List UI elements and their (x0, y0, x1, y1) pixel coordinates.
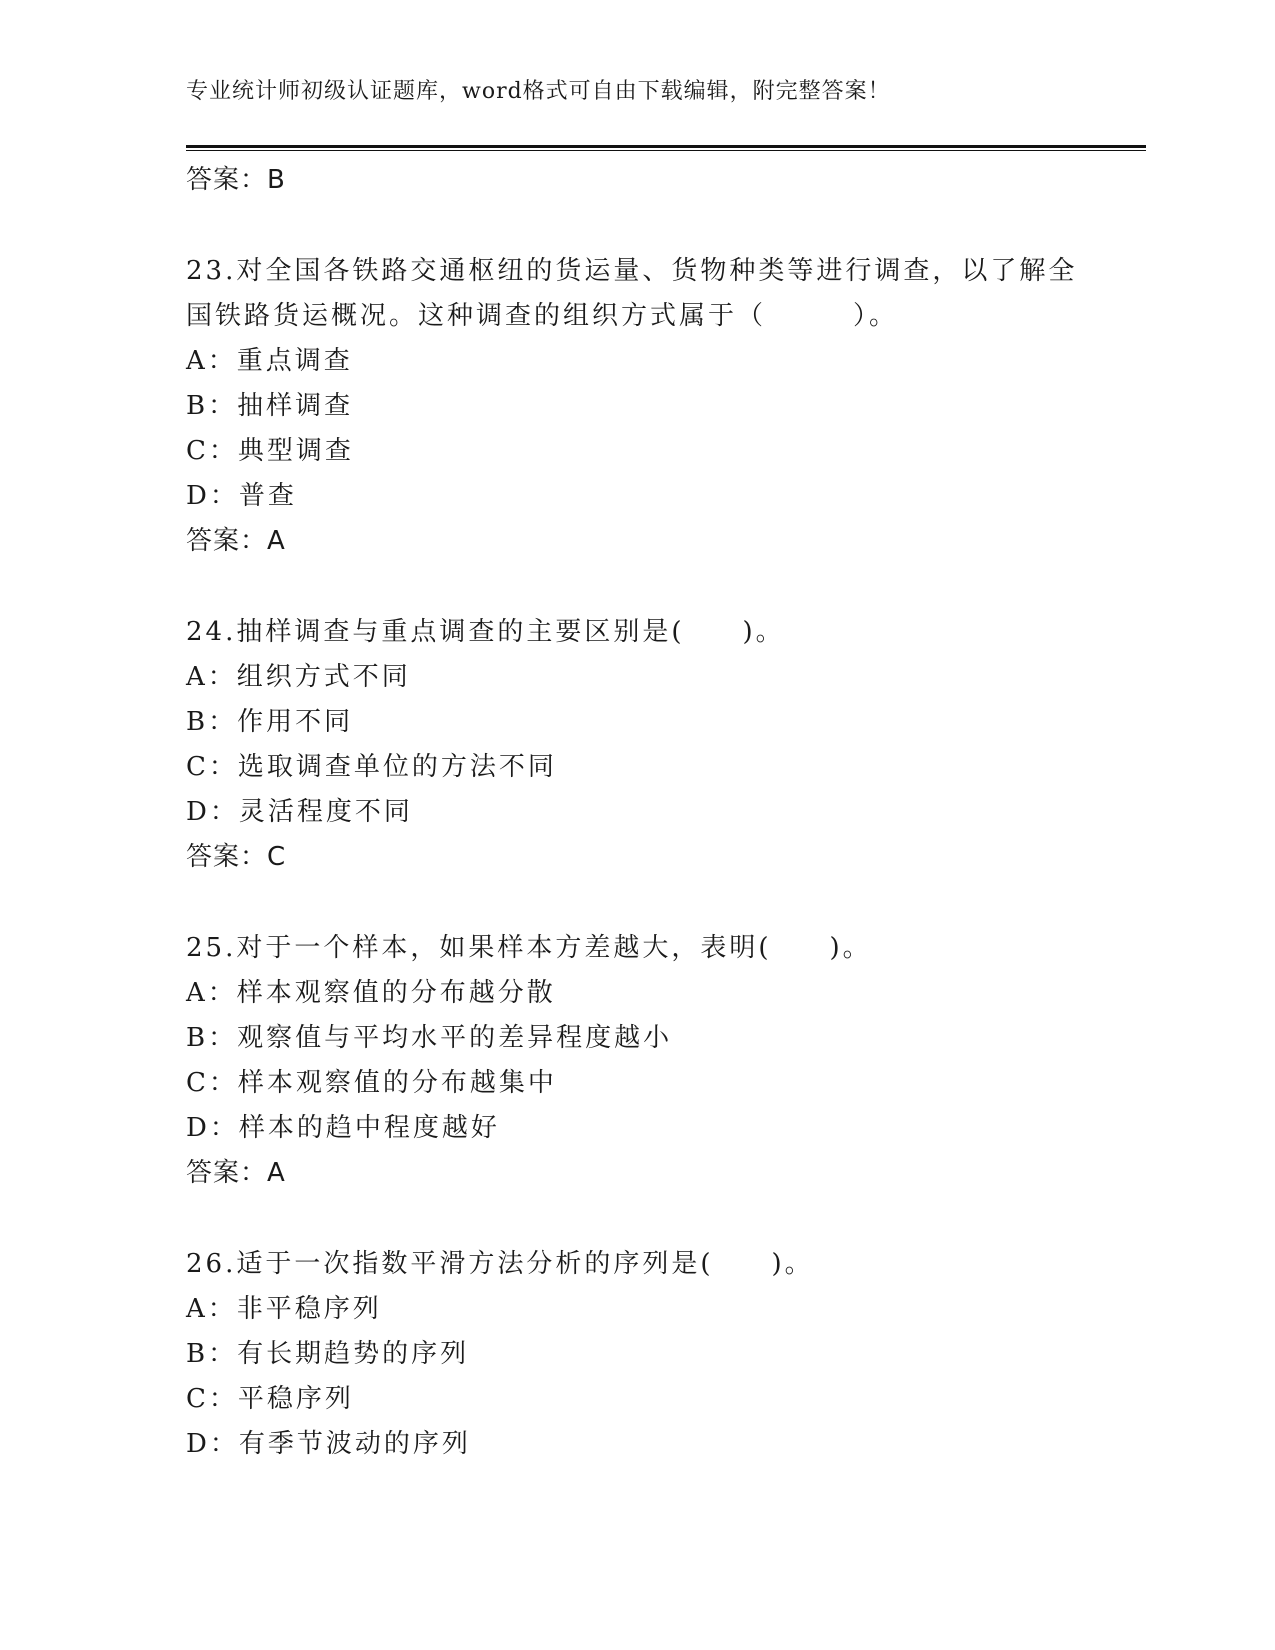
question-stem: 25.对于一个样本，如果样本方差越大，表明( )。 (186, 933, 872, 963)
option-d: D：样本的趋中程度越好 (186, 1113, 500, 1143)
answer-line: 答案：A (186, 526, 286, 556)
question-25 (186, 926, 1086, 1196)
header-divider (186, 145, 1146, 151)
option-b: B：作用不同 (186, 707, 354, 737)
page-header: 专业统计师初级认证题库，word格式可自由下载编辑，附完整答案！ (186, 79, 891, 104)
option-a: A：组织方式不同 (186, 662, 411, 692)
spacer (186, 880, 1086, 926)
question-list (186, 158, 1086, 1467)
question-stem: 24.抽样调查与重点调查的主要区别是( )。 (186, 617, 785, 647)
option-b: B：抽样调查 (186, 391, 354, 421)
question-stem-continued: 国铁路货运概况。这种调查的组织方式属于（ ）。 (186, 301, 899, 331)
question-26 (186, 1242, 1086, 1467)
option-c: C：选取调查单位的方法不同 (186, 752, 557, 782)
option-d: D：灵活程度不同 (186, 797, 413, 827)
option-c: C：样本观察值的分布越集中 (186, 1068, 557, 1098)
question-23 (186, 249, 1086, 564)
answer-line: 答案：A (186, 1158, 286, 1188)
option-a: A：非平稳序列 (186, 1294, 382, 1324)
option-a: A：重点调查 (186, 346, 353, 376)
previous-answer: 答案：B (186, 165, 286, 195)
option-a: A：样本观察值的分布越分散 (186, 978, 556, 1008)
spacer (186, 1196, 1086, 1242)
spacer (186, 564, 1086, 610)
option-c: C：典型调查 (186, 436, 354, 466)
question-stem: 23.对全国各铁路交通枢纽的货运量、货物种类等进行调查，以了解全 (186, 256, 1078, 286)
option-d: D：有季节波动的序列 (186, 1429, 471, 1459)
option-b: B：观察值与平均水平的差异程度越小 (186, 1023, 673, 1053)
option-b: B：有长期趋势的序列 (186, 1339, 470, 1369)
question-24 (186, 610, 1086, 880)
option-d: D：普查 (186, 481, 297, 511)
spacer (186, 203, 1086, 249)
question-stem: 26.适于一次指数平滑方法分析的序列是( )。 (186, 1249, 814, 1279)
option-c: C：平稳序列 (186, 1384, 354, 1414)
answer-line: 答案：C (186, 842, 287, 872)
